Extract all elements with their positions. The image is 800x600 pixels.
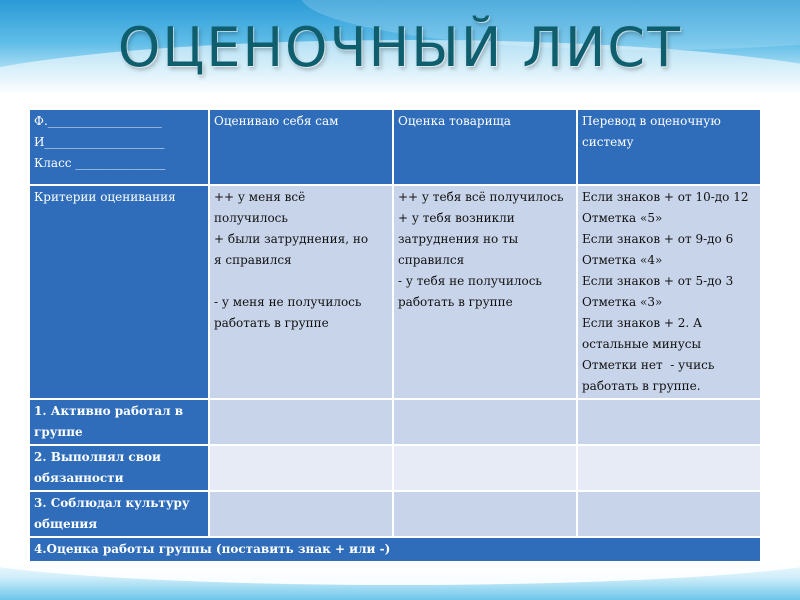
peer-criteria-line: работать в группе	[398, 295, 513, 309]
peer-criteria-line: - у тебя не получилось	[398, 274, 542, 288]
peer-criteria-line: ++ у тебя всё получилось	[398, 190, 564, 204]
self-criteria-line: - у меня не получилось	[214, 295, 362, 309]
self-mark-cell[interactable]	[209, 399, 393, 445]
page-title: ОЦЕНОЧНЫЙ ЛИСТ	[117, 16, 683, 79]
conversion-line: Отметка «5»	[582, 211, 663, 225]
peer-criteria-line: справился	[398, 253, 465, 267]
criteria-row	[29, 185, 761, 399]
name-class-cell	[29, 109, 209, 185]
self-criteria-cell	[209, 185, 393, 399]
conversion-header: Перевод в оценочную систему	[577, 109, 761, 185]
table-row	[29, 445, 761, 491]
conversion-mark-cell[interactable]	[577, 445, 761, 491]
table-row	[29, 399, 761, 445]
peer-mark-cell[interactable]	[393, 399, 577, 445]
header-row	[29, 109, 761, 185]
criterion-label-active: 1. Активно работал в группе	[29, 399, 209, 445]
self-mark-cell[interactable]	[209, 445, 393, 491]
conversion-mark-cell[interactable]	[577, 399, 761, 445]
criterion-label-duties: 2. Выполнял свои обязанности	[29, 445, 209, 491]
name-field-label: И____________________	[34, 135, 165, 149]
conversion-line: Если знаков + от 5-до 3	[582, 274, 734, 288]
self-mark-cell[interactable]	[209, 491, 393, 537]
self-criteria-line: получилось	[214, 211, 288, 225]
self-criteria-line	[214, 271, 388, 292]
self-assessment-header: Оцениваю себя сам	[209, 109, 393, 185]
conversion-line: остальные минусы	[582, 337, 702, 351]
conversion-mark-cell[interactable]	[577, 491, 761, 537]
conversion-line: Отметка «3»	[582, 295, 663, 309]
group-evaluation-row	[29, 537, 761, 562]
peer-criteria-line: затруднения но ты	[398, 232, 519, 246]
surname-field-label: Ф.___________________	[34, 114, 162, 128]
self-criteria-line: + были затруднения, но	[214, 232, 369, 246]
criterion-label-culture: 3. Соблюдал культуру общения	[29, 491, 209, 537]
self-criteria-line: я справился	[214, 253, 292, 267]
self-criteria-line: работать в группе	[214, 316, 329, 330]
conversion-line: работать в группе.	[582, 379, 701, 393]
conversion-line: Если знаков + 2. А	[582, 316, 703, 330]
conversion-line: Отметка «4»	[582, 253, 663, 267]
conversion-line: Если знаков + от 10-до 12	[582, 190, 749, 204]
criteria-label: Критерии оценивания	[29, 185, 209, 399]
peer-assessment-header: Оценка товарища	[393, 109, 577, 185]
table-row	[29, 491, 761, 537]
peer-mark-cell[interactable]	[393, 491, 577, 537]
conversion-criteria-cell	[577, 185, 761, 399]
group-evaluation-label: 4.Оценка работы группы (поставить знак + или -)	[29, 537, 761, 562]
peer-criteria-cell	[393, 185, 577, 399]
peer-mark-cell[interactable]	[393, 445, 577, 491]
peer-criteria-line: + у тебя возникли	[398, 211, 515, 225]
class-field-label: Класс _______________	[34, 156, 166, 170]
self-criteria-line: ++ у меня всё	[214, 190, 306, 204]
evaluation-table	[28, 108, 762, 563]
conversion-line: Если знаков + от 9-до 6	[582, 232, 734, 246]
conversion-line: Отметки нет - учись	[582, 358, 715, 372]
